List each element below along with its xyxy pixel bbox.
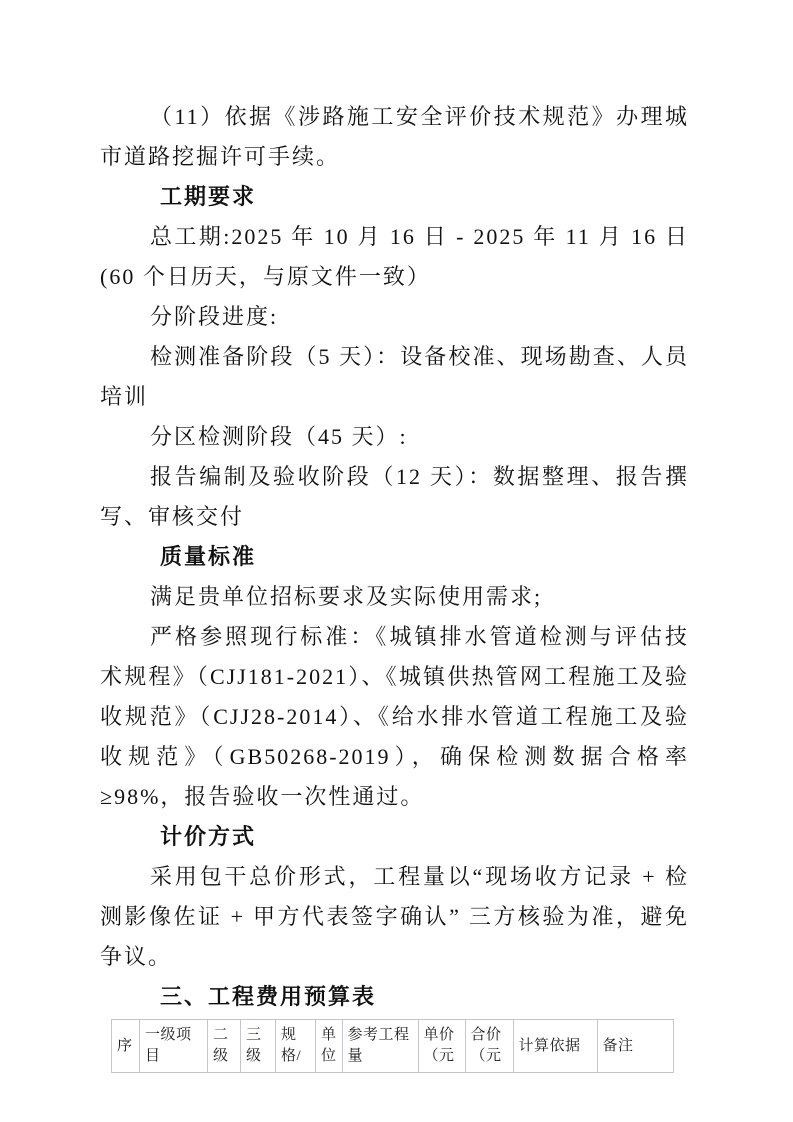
header-cell-unit-price: 单价（元	[418, 1020, 465, 1073]
paragraph-phase-preparation: 检测准备阶段（5 天）：设备校准、现场勘查、人员培训	[100, 344, 689, 409]
paragraph-phase-schedule-label: 分阶段进度:	[150, 304, 279, 329]
paragraph-pricing-method: 采用包干总价形式，工程量以“现场收方记录 + 检测影像佐证 + 甲方代表签字确认” 三方核验为准，避免争议。	[100, 864, 689, 969]
paragraph-quality-standards-detail: 严格参照现行标准：《城镇排水管道检测与评估技术规程》（CJJ181-2021）、《城镇供热管网工程施工及验收规范》（CJJ28-2014）、《给水排水管道工程施工及验收规范》（GB50268-2019），确保检测数据合格率≥98%，报告验收一次性通过。	[100, 624, 689, 809]
header-cell-calc-basis: 计算依据	[513, 1020, 597, 1073]
budget-table	[111, 1019, 674, 1073]
heading-pricing-method: 计价方式	[160, 824, 257, 849]
header-cell-seq: 序	[112, 1020, 140, 1073]
header-cell-ref-quantity: 参考工程量	[342, 1020, 418, 1073]
paragraph-phase-reporting: 报告编制及验收阶段（12 天）：数据整理、报告撰写、审核交付	[100, 464, 689, 529]
budget-table-header-row	[112, 1020, 674, 1073]
heading-quality-standard: 质量标准	[160, 544, 257, 569]
heading-construction-period: 工期要求	[160, 184, 257, 209]
paragraph-phase-zone-testing: 分区检测阶段（45 天）:	[150, 424, 408, 449]
header-cell-remarks: 备注	[597, 1020, 673, 1073]
header-cell-level2: 二级	[208, 1020, 241, 1073]
paragraph-road-permit: （11）依据《涉路施工安全评价技术规范》办理城市道路挖掘许可手续。	[100, 104, 689, 169]
header-cell-total-price: 合价（元	[465, 1020, 513, 1073]
header-cell-level1-item: 一级项目	[140, 1020, 208, 1073]
paragraph-quality-requirement: 满足贵单位招标要求及实际使用需求;	[150, 584, 543, 609]
header-cell-spec: 规格/	[276, 1020, 316, 1073]
paragraph-total-duration: 总工期:2025 年 10 月 16 日 - 2025 年 11 月 16 日(60 个日历天，与原文件一致）	[100, 224, 689, 289]
header-cell-level3: 三级	[241, 1020, 276, 1073]
section-title-budget-table: 三、工程费用预算表	[160, 984, 377, 1009]
header-cell-unit: 单位	[316, 1020, 343, 1073]
